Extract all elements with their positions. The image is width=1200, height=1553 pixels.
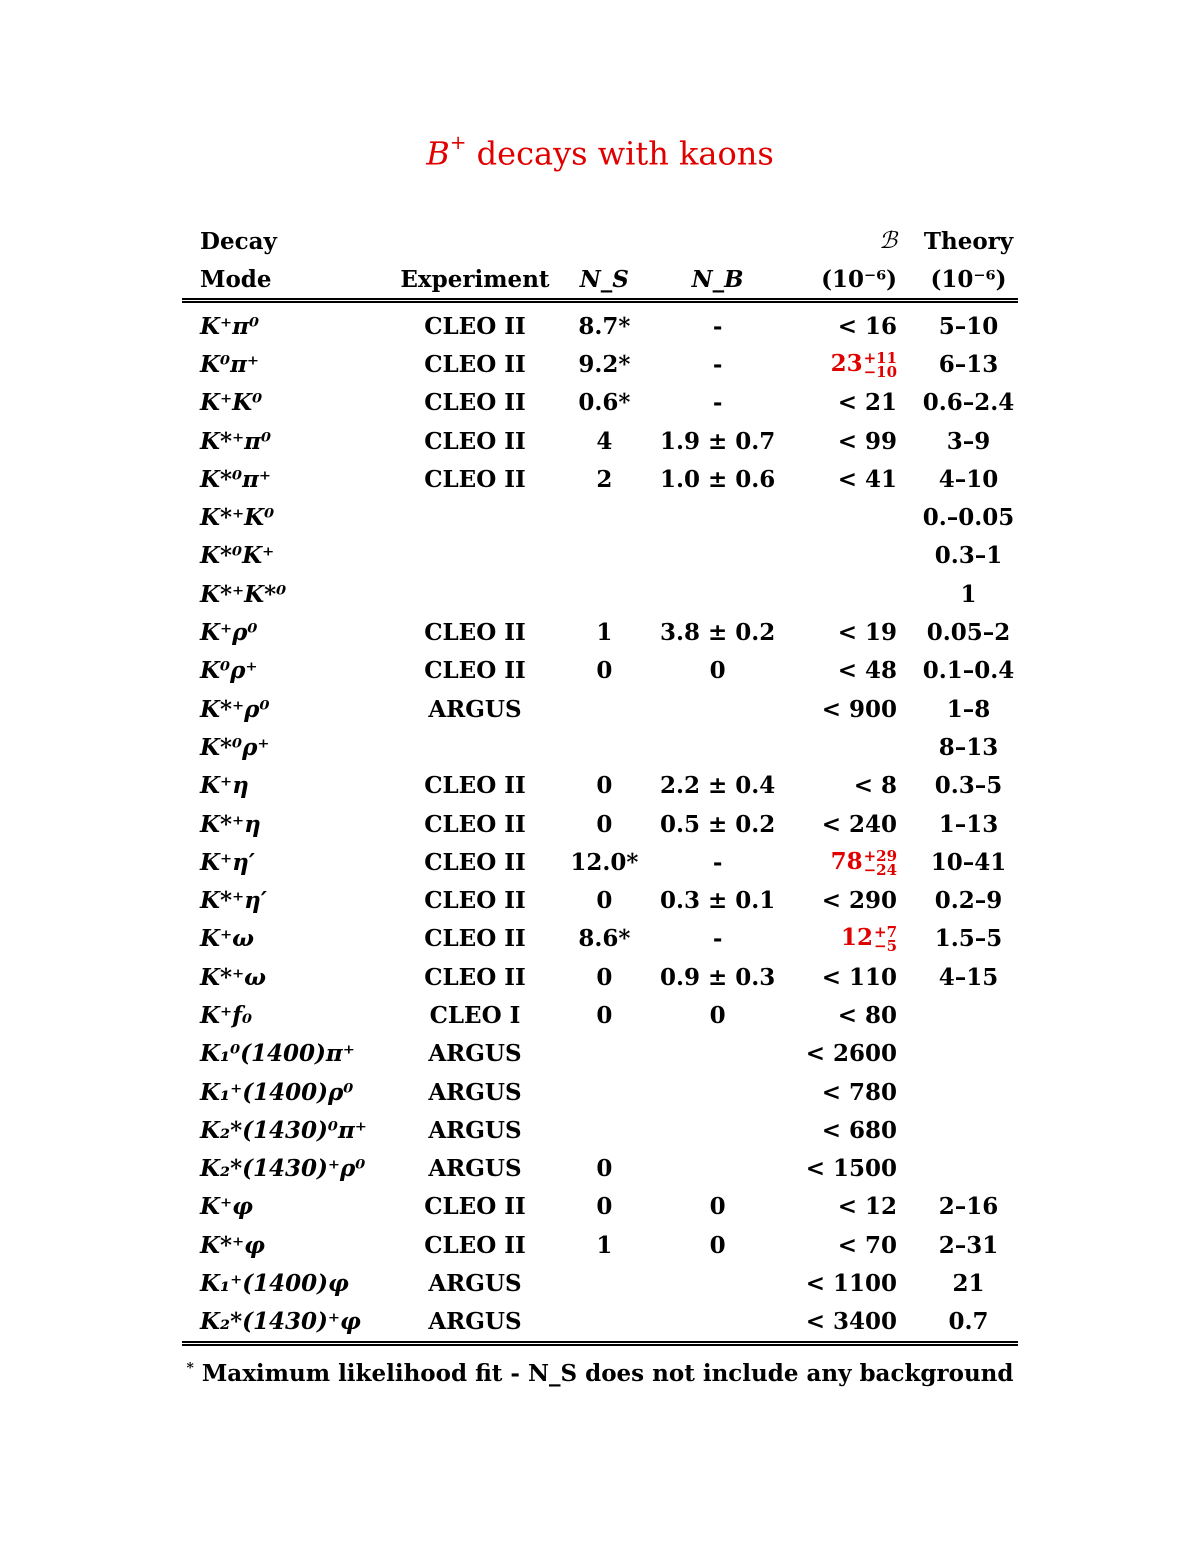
branching-ratio-cell: < 16 <box>837 312 898 340</box>
experiment-cell: CLEO II <box>424 963 526 991</box>
branching-ratio-cell: < 240 <box>821 810 898 838</box>
ns-cell: 8.6* <box>578 925 631 953</box>
table-row <box>182 460 1018 498</box>
nb-cell: 1.0 ± 0.6 <box>659 465 776 493</box>
table-row <box>182 728 1018 766</box>
theory-cell: 2–16 <box>938 1193 999 1221</box>
br-upper-error: +7 <box>874 923 898 942</box>
theory-cell: 0.7 <box>919 1303 1018 1344</box>
branching-ratio-cell: < 290 <box>821 887 898 915</box>
ns-cell <box>563 1264 646 1302</box>
header-br: (10⁻⁶) <box>790 260 920 301</box>
branching-ratio-cell: < 80 <box>837 1001 898 1029</box>
br-uncertainty <box>863 348 898 381</box>
decay-mode-cell: K*⁺ρ⁰ <box>200 695 270 723</box>
decay-mode-cell: K₂*(1430)⁰π⁺ <box>200 1116 367 1144</box>
nb-cell <box>646 1303 790 1344</box>
experiment-cell: CLEO II <box>424 1193 526 1221</box>
branching-ratio-cell: < 19 <box>837 619 898 647</box>
experiment-cell: CLEO II <box>424 848 526 876</box>
experiment-cell: CLEO II <box>424 350 526 378</box>
table-row <box>182 652 1018 690</box>
table-row <box>182 345 1018 383</box>
decay-mode-cell: K₂*(1430)⁺φ <box>182 1303 387 1344</box>
experiment-cell: CLEO II <box>424 925 526 953</box>
ns-cell: 0 <box>596 657 613 685</box>
nb-cell <box>646 575 790 613</box>
theory-cell: 10–41 <box>930 848 1007 876</box>
ns-cell: 1 <box>596 1231 613 1259</box>
experiment-cell: CLEO II <box>424 657 526 685</box>
table-row <box>182 575 1018 613</box>
branching-ratio-cell: < 780 <box>821 1078 898 1106</box>
theory-cell <box>919 1150 1018 1188</box>
experiment-cell: ARGUS <box>428 695 522 723</box>
decay-mode-cell: K₁⁰(1400)π⁺ <box>200 1040 355 1068</box>
branching-ratio-cell: < 1500 <box>805 1155 898 1183</box>
experiment-cell <box>387 728 563 766</box>
branching-ratio-cell: < 41 <box>837 465 898 493</box>
experiment-cell: CLEO II <box>424 772 526 800</box>
decay-mode-cell: K*⁺φ <box>200 1231 265 1259</box>
theory-cell: 1–13 <box>938 810 999 838</box>
nb-cell <box>646 1150 790 1188</box>
br-upper-error: +29 <box>863 846 898 865</box>
experiment-cell <box>387 498 563 536</box>
branching-ratio-cell: < 3400 <box>790 1303 920 1344</box>
br-lower-error: −10 <box>863 362 898 381</box>
header-experiment: Experiment <box>387 260 563 301</box>
theory-cell <box>919 1111 1018 1149</box>
theory-cell: 3–9 <box>946 427 991 455</box>
nb-cell: - <box>712 350 723 378</box>
theory-cell: 4–10 <box>938 465 999 493</box>
header-mode: Mode <box>182 260 387 301</box>
table-row <box>182 920 1018 958</box>
nb-cell: 0 <box>709 657 726 685</box>
branching-ratio-cell: < 680 <box>821 1116 898 1144</box>
nb-cell: - <box>712 925 723 953</box>
header-br-symbol: ℬ <box>878 228 898 254</box>
nb-cell <box>646 1035 790 1073</box>
table-row <box>182 996 1018 1034</box>
ns-cell: 12.0* <box>570 848 639 876</box>
experiment-cell <box>387 575 563 613</box>
table-row <box>182 537 1018 575</box>
footnote-marker: * <box>186 1360 194 1377</box>
header-theory: (10⁻⁶) <box>919 260 1018 301</box>
experiment-cell: ARGUS <box>428 1155 522 1183</box>
table-row <box>182 767 1018 805</box>
nb-cell <box>646 1264 790 1302</box>
ns-cell <box>563 498 646 536</box>
decay-mode-cell: K⁺π⁰ <box>200 312 260 340</box>
page-title <box>0 130 1200 173</box>
nb-cell <box>646 1073 790 1111</box>
experiment-cell: CLEO II <box>424 427 526 455</box>
decay-mode-cell: K*⁺π⁰ <box>200 427 272 455</box>
nb-cell: 0.3 ± 0.1 <box>659 887 776 915</box>
nb-cell: 0.5 ± 0.2 <box>659 810 776 838</box>
table-row <box>182 613 1018 651</box>
decay-mode-cell: K⁺η′ <box>200 848 255 876</box>
ns-cell <box>563 728 646 766</box>
table-row <box>182 498 1018 536</box>
branching-ratio-cell: < 21 <box>837 389 898 417</box>
branching-ratio-cell: < 70 <box>837 1231 898 1259</box>
table-row <box>182 1150 1018 1188</box>
experiment-cell: CLEO II <box>424 389 526 417</box>
theory-cell: 0.6–2.4 <box>922 389 1015 417</box>
table-row <box>182 843 1018 881</box>
br-uncertainty <box>863 846 898 879</box>
nb-cell <box>646 498 790 536</box>
table-row <box>182 1111 1018 1149</box>
nb-cell: 2.2 ± 0.4 <box>659 772 776 800</box>
experiment-cell: CLEO II <box>424 1231 526 1259</box>
decay-mode-cell: K⁺φ <box>200 1193 253 1221</box>
table-row <box>182 301 1018 346</box>
br-value: 12 <box>841 924 874 952</box>
br-value: 78 <box>830 847 863 875</box>
nb-cell <box>646 537 790 575</box>
nb-cell <box>646 1111 790 1149</box>
branching-ratio-cell <box>790 345 920 383</box>
table-body <box>182 301 1018 1344</box>
br-upper-error: +11 <box>863 348 898 367</box>
experiment-cell: CLEO II <box>424 887 526 915</box>
ns-cell <box>563 1303 646 1344</box>
experiment-cell: CLEO II <box>424 810 526 838</box>
branching-ratio-cell: < 99 <box>837 427 898 455</box>
ns-cell: 9.2* <box>578 350 631 378</box>
experiment-cell: CLEO I <box>429 1001 521 1029</box>
br-value: 23 <box>830 349 863 377</box>
table-row <box>182 881 1018 919</box>
decay-mode-cell: K*⁺ω <box>200 963 267 991</box>
theory-cell: 0.2–9 <box>934 887 1003 915</box>
theory-cell: 1–8 <box>946 695 991 723</box>
decay-mode-cell: K⁰π⁺ <box>200 350 260 378</box>
branching-ratio-cell: < 12 <box>837 1193 898 1221</box>
nb-cell <box>646 728 790 766</box>
ns-cell: 1 <box>596 619 613 647</box>
decay-mode-cell: K*⁰K⁺ <box>200 542 275 570</box>
branching-ratio-cell: < 1100 <box>805 1270 898 1298</box>
experiment-cell: ARGUS <box>428 1040 522 1068</box>
theory-cell: 21 <box>952 1270 985 1298</box>
nb-cell: 0 <box>709 1193 726 1221</box>
theory-cell <box>919 996 1018 1034</box>
br-lower-error: −24 <box>863 860 898 879</box>
theory-cell: 6–13 <box>938 350 999 378</box>
branching-ratio-cell <box>790 575 920 613</box>
ns-cell <box>563 690 646 728</box>
decay-mode-cell: K⁰ρ⁺ <box>200 657 258 685</box>
br-uncertainty <box>874 923 898 956</box>
branching-ratio-cell <box>790 498 920 536</box>
decay-mode-cell: K₁⁺(1400)φ <box>200 1270 349 1298</box>
nb-cell: 0 <box>709 1001 726 1029</box>
ns-cell: 4 <box>596 427 613 455</box>
theory-cell: 1 <box>960 580 977 608</box>
decay-mode-cell: K₁⁺(1400)ρ⁰ <box>200 1078 354 1106</box>
ns-cell <box>563 537 646 575</box>
branching-ratio-cell: < 48 <box>837 657 898 685</box>
nb-cell: 1.9 ± 0.7 <box>659 427 776 455</box>
experiment-cell: ARGUS <box>428 1116 522 1144</box>
header-nb: N_B <box>646 260 790 301</box>
theory-cell: 0.3–5 <box>934 772 1003 800</box>
table-row <box>182 384 1018 422</box>
ns-cell: 0 <box>596 1001 613 1029</box>
ns-cell <box>563 1111 646 1149</box>
decay-mode-cell: K*⁺K⁰ <box>200 504 275 532</box>
table-row <box>182 1264 1018 1302</box>
header-mode-top: Decay <box>200 227 277 255</box>
title-b-charge: + <box>449 130 467 154</box>
nb-cell: 0 <box>709 1231 726 1259</box>
nb-cell: - <box>712 389 723 417</box>
header-ns: N_S <box>563 260 646 301</box>
theory-cell: 0.–0.05 <box>922 504 1015 532</box>
nb-cell: 3.8 ± 0.2 <box>659 619 776 647</box>
theory-cell: 4–15 <box>938 963 999 991</box>
theory-cell: 0.1–0.4 <box>922 657 1015 685</box>
ns-cell: 0 <box>596 1155 613 1183</box>
ns-cell <box>563 575 646 613</box>
theory-cell <box>919 1073 1018 1111</box>
br-lower-error: −5 <box>874 937 898 956</box>
nb-cell: 0.9 ± 0.3 <box>659 963 776 991</box>
table-row <box>182 1226 1018 1264</box>
decay-mode-cell: K*⁰π⁺ <box>200 465 272 493</box>
table-row <box>182 690 1018 728</box>
branching-ratio-cell <box>790 537 920 575</box>
table-row <box>182 1303 1018 1344</box>
ns-cell <box>563 1073 646 1111</box>
decay-mode-cell: K⁺ω <box>200 925 255 953</box>
table-row <box>182 1073 1018 1111</box>
table-row <box>182 958 1018 996</box>
theory-cell: 8–13 <box>938 733 999 761</box>
ns-cell: 0.6* <box>578 389 631 417</box>
ns-cell: 0 <box>596 772 613 800</box>
nb-cell: - <box>712 312 723 340</box>
branching-ratio-cell <box>790 728 920 766</box>
table-row <box>182 1188 1018 1226</box>
theory-cell: 2–31 <box>938 1231 999 1259</box>
ns-cell: 0 <box>596 887 613 915</box>
table-row <box>182 1035 1018 1073</box>
decay-mode-cell: K*⁺K*⁰ <box>200 580 287 608</box>
theory-cell <box>919 1035 1018 1073</box>
ns-cell: 0 <box>596 1193 613 1221</box>
experiment-cell: ARGUS <box>428 1078 522 1106</box>
theory-cell: 0.3–1 <box>934 542 1003 570</box>
experiment-cell: ARGUS <box>428 1270 522 1298</box>
decay-mode-cell: K⁺ρ⁰ <box>200 619 258 647</box>
branching-ratio-cell <box>790 920 920 958</box>
nb-cell <box>646 690 790 728</box>
decay-mode-cell: K⁺K⁰ <box>200 389 263 417</box>
footnote <box>0 1360 1200 1387</box>
branching-ratio-cell: < 110 <box>821 963 898 991</box>
header-theory-top: Theory <box>923 227 1014 255</box>
title-text: decays with kaons <box>466 134 774 173</box>
ns-cell: 0 <box>596 963 613 991</box>
decay-table <box>182 222 1018 1346</box>
branching-ratio-cell: < 900 <box>821 695 898 723</box>
decay-mode-cell: K₂*(1430)⁺ρ⁰ <box>200 1155 366 1183</box>
ns-cell: 2 <box>596 465 613 493</box>
decay-mode-cell: K*⁺η <box>200 810 261 838</box>
theory-cell: 0.05–2 <box>926 619 1011 647</box>
branching-ratio-cell: < 2600 <box>805 1040 898 1068</box>
ns-cell: 8.7* <box>578 312 631 340</box>
branching-ratio-cell: < 8 <box>853 772 898 800</box>
table-row <box>182 805 1018 843</box>
footnote-text: Maximum likelihood fit - N_S does not include any background <box>193 1360 1014 1387</box>
decay-mode-cell: K*⁺η′ <box>200 887 267 915</box>
title-b-symbol: B <box>426 134 450 173</box>
nb-cell: - <box>712 848 723 876</box>
ns-cell: 0 <box>596 810 613 838</box>
theory-cell: 1.5–5 <box>934 925 1003 953</box>
experiment-cell: CLEO II <box>424 312 526 340</box>
decay-mode-cell: K*⁰ρ⁺ <box>200 733 270 761</box>
branching-ratio-cell <box>790 843 920 881</box>
experiment-cell: ARGUS <box>387 1303 563 1344</box>
table-row <box>182 422 1018 460</box>
experiment-cell: CLEO II <box>424 465 526 493</box>
decay-mode-cell: K⁺f₀ <box>200 1001 253 1029</box>
decay-mode-cell: K⁺η <box>200 772 249 800</box>
experiment-cell: CLEO II <box>424 619 526 647</box>
theory-cell: 5–10 <box>938 312 999 340</box>
ns-cell <box>563 1035 646 1073</box>
experiment-cell <box>387 537 563 575</box>
